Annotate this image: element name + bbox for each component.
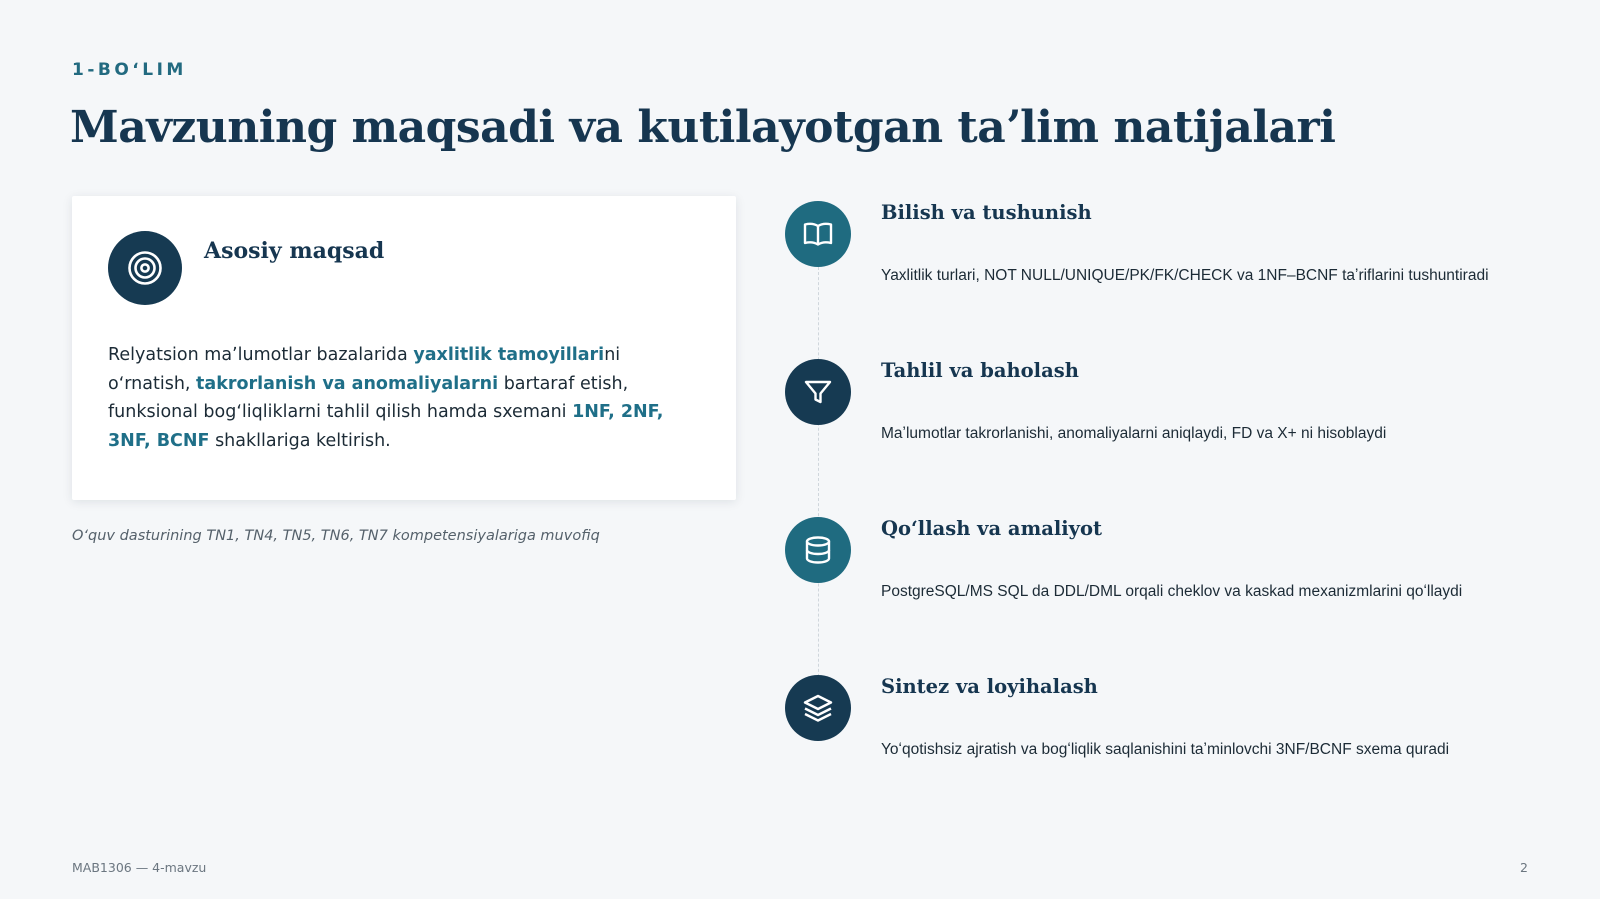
database-icon — [785, 517, 851, 583]
outcome-description: Yoʻqotishsiz ajratish va bogʻliqlik saqlanishini taʼminlovchi 3NF/BCNF sxema quradi — [881, 741, 1450, 758]
timeline-connector — [818, 262, 819, 712]
book-icon — [785, 201, 851, 267]
goal-card — [72, 196, 736, 500]
layers-icon — [785, 675, 851, 741]
outcome-item — [785, 201, 1545, 311]
goal-highlight: yaxlitlik tamoyillari — [413, 345, 605, 365]
outcome-title: Tahlil va baholash — [881, 359, 1079, 382]
page-number: 2 — [1520, 860, 1528, 875]
outcome-description: Yaxlitlik turlari, NOT NULL/UNIQUE/PK/FK/CHECK va 1NF–BCNF taʼriflarini tushuntiradi — [881, 267, 1489, 284]
target-icon — [108, 231, 182, 305]
goal-highlight: takrorlanish va anomaliyalarni — [196, 373, 499, 394]
filter-icon — [785, 359, 851, 425]
outcome-title: Bilish va tushunish — [881, 201, 1092, 224]
goal-text-part: shakllariga keltirish. — [209, 430, 391, 451]
goal-heading: Asosiy maqsad — [204, 238, 385, 264]
goal-text-part: bartaraf etish, funksional bogʻliqliklarni tahlil qilish hamda sxemani — [108, 373, 629, 422]
goal-text-part: Relyatsion maʼlumotlar bazalarida — [108, 345, 414, 365]
outcome-item — [785, 675, 1545, 785]
outcome-title: Sintez va loyihalash — [881, 675, 1098, 698]
outcome-item — [785, 359, 1545, 469]
outcome-item — [785, 517, 1545, 627]
page-title: Mavzuning maqsadi va kutilayotgan taʼlim natijalari — [70, 102, 1336, 153]
goal-text — [108, 341, 708, 455]
competency-note: Oʻquv dasturining TN1, TN4, TN5, TN6, TN7 kompetensiyalariga muvofiq — [72, 528, 600, 544]
goal-highlight: 1NF, 2NF, 3NF, BCNF — [108, 402, 664, 451]
goal-text-part: ni oʻrnatish, — [108, 345, 621, 394]
outcome-title: Qoʻllash va amaliyot — [881, 517, 1102, 540]
outcome-description: Maʼlumotlar takrorlanishi, anomaliyalarni aniqlaydi, FD va X+ ni hisoblaydi — [881, 425, 1387, 442]
outcome-description: PostgreSQL/MS SQL da DDL/DML orqali cheklov va kaskad mexanizmlarini qoʻllaydi — [881, 583, 1463, 600]
section-label: 1-BOʻLIM — [72, 60, 187, 80]
footer-course-label: MAB1306 — 4-mavzu — [72, 860, 207, 875]
